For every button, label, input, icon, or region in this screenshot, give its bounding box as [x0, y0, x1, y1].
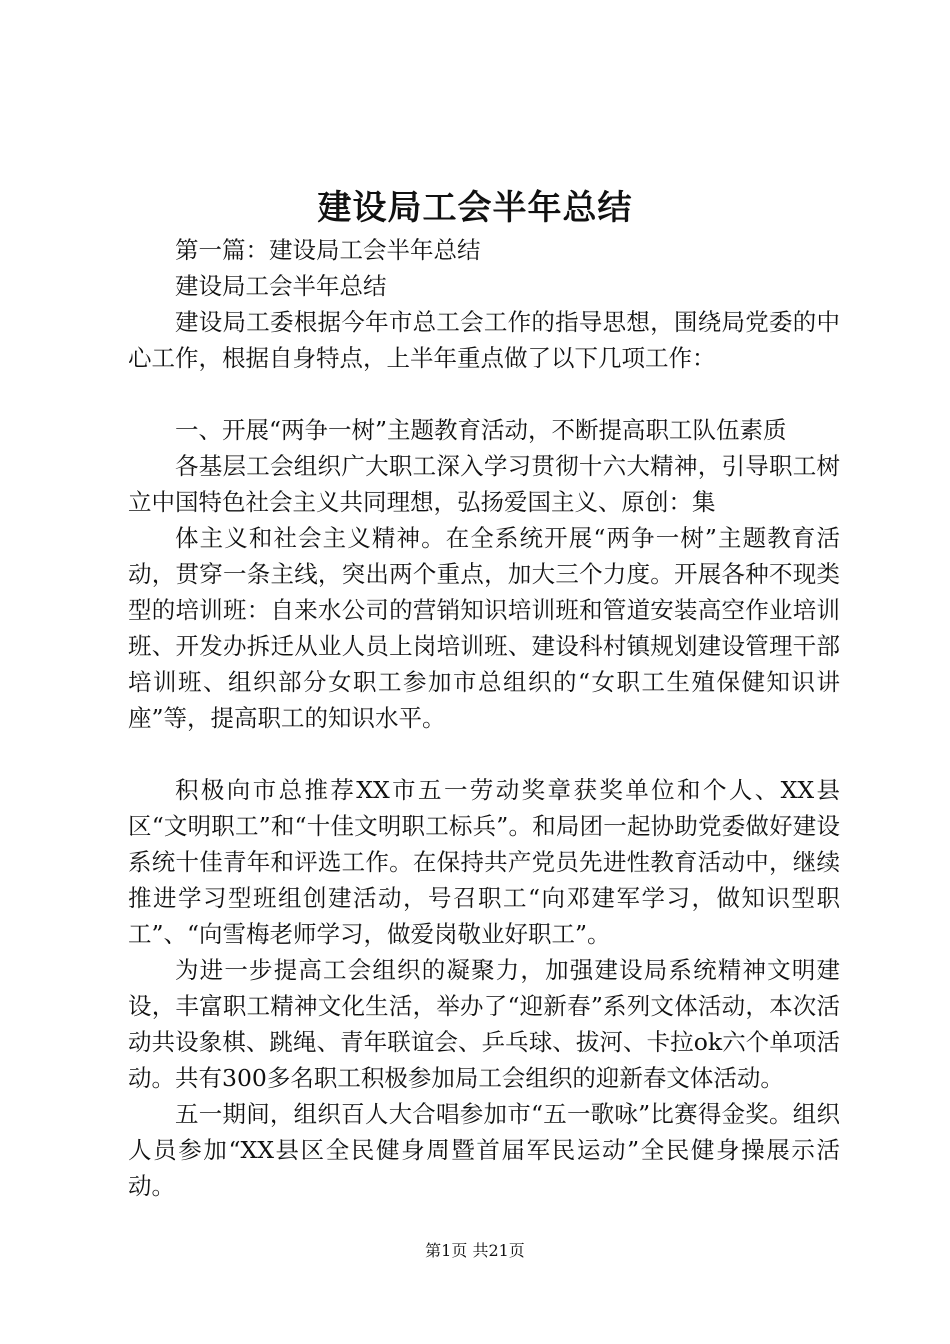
- body-paragraph: 积极向市总推荐XX市五一劳动奖章获奖单位和个人、XX县区“文明职工”和“十佳文明职工标兵”。和局团一起协助党委做好建设系统十佳青年和评选工作。在保持共产党员先进性教育活动中，继续推进学习型班组创建活动，号召职工“向邓建军学习，做知识型职工”、“向雪梅老师学习，做爱岗敬业好职工”。: [128, 776, 840, 948]
- document-title: 建设局工会半年总结: [317, 188, 633, 228]
- body-paragraph: 体主义和社会主义精神。在全系统开展“两争一树”主题教育活动，贯穿一条主线，突出两个重点，加大三个力度。开展各种不现类型的培训班：自来水公司的营销知识培训班和管道安装高空作业培训班、开发办拆迁从业人员上岗培训班、建设科村镇规划建设管理干部培训班、组织部分女职工参加市总组织的“女职工生殖保健知识讲座”等，提高职工的知识水平。: [128, 524, 840, 732]
- document-body: [128, 232, 840, 1204]
- body-paragraph: 为进一步提高工会组织的凝聚力，加强建设局系统精神文明建设，丰富职工精神文化生活，举办了“迎新春”系列文体活动，本次活动共设象棋、跳绳、青年联谊会、乒乓球、拔河、卡拉ok六个单项活动。共有300多名职工积极参加局工会组织的迎新春文体活动。: [128, 956, 840, 1092]
- intro-paragraph: 建设局工委根据今年市总工会工作的指导思想，围绕局党委的中心工作，根据自身特点，上半年重点做了以下几项工作：: [128, 308, 840, 372]
- section-subtitle: 建设局工会半年总结: [175, 272, 387, 300]
- chapter-heading: 第一篇：建设局工会半年总结: [175, 236, 481, 264]
- paragraph-spacer: [128, 736, 840, 772]
- body-paragraph: 五一期间，组织百人大合唱参加市“五一歌咏”比赛得金奖。组织人员参加“XX县区全民健身周暨首届军民运动”全民健身操展示活动。: [128, 1100, 840, 1200]
- body-paragraph: 各基层工会组织广大职工深入学习贯彻十六大精神，引导职工树立中国特色社会主义共同理想，弘扬爱国主义、原创：集: [128, 452, 840, 516]
- page-number-footer: 第1页 共21页: [425, 1241, 525, 1260]
- section-heading-one: 一、开展“两争一树”主题教育活动，不断提高职工队伍素质: [175, 416, 787, 444]
- paragraph-spacer: [128, 376, 840, 412]
